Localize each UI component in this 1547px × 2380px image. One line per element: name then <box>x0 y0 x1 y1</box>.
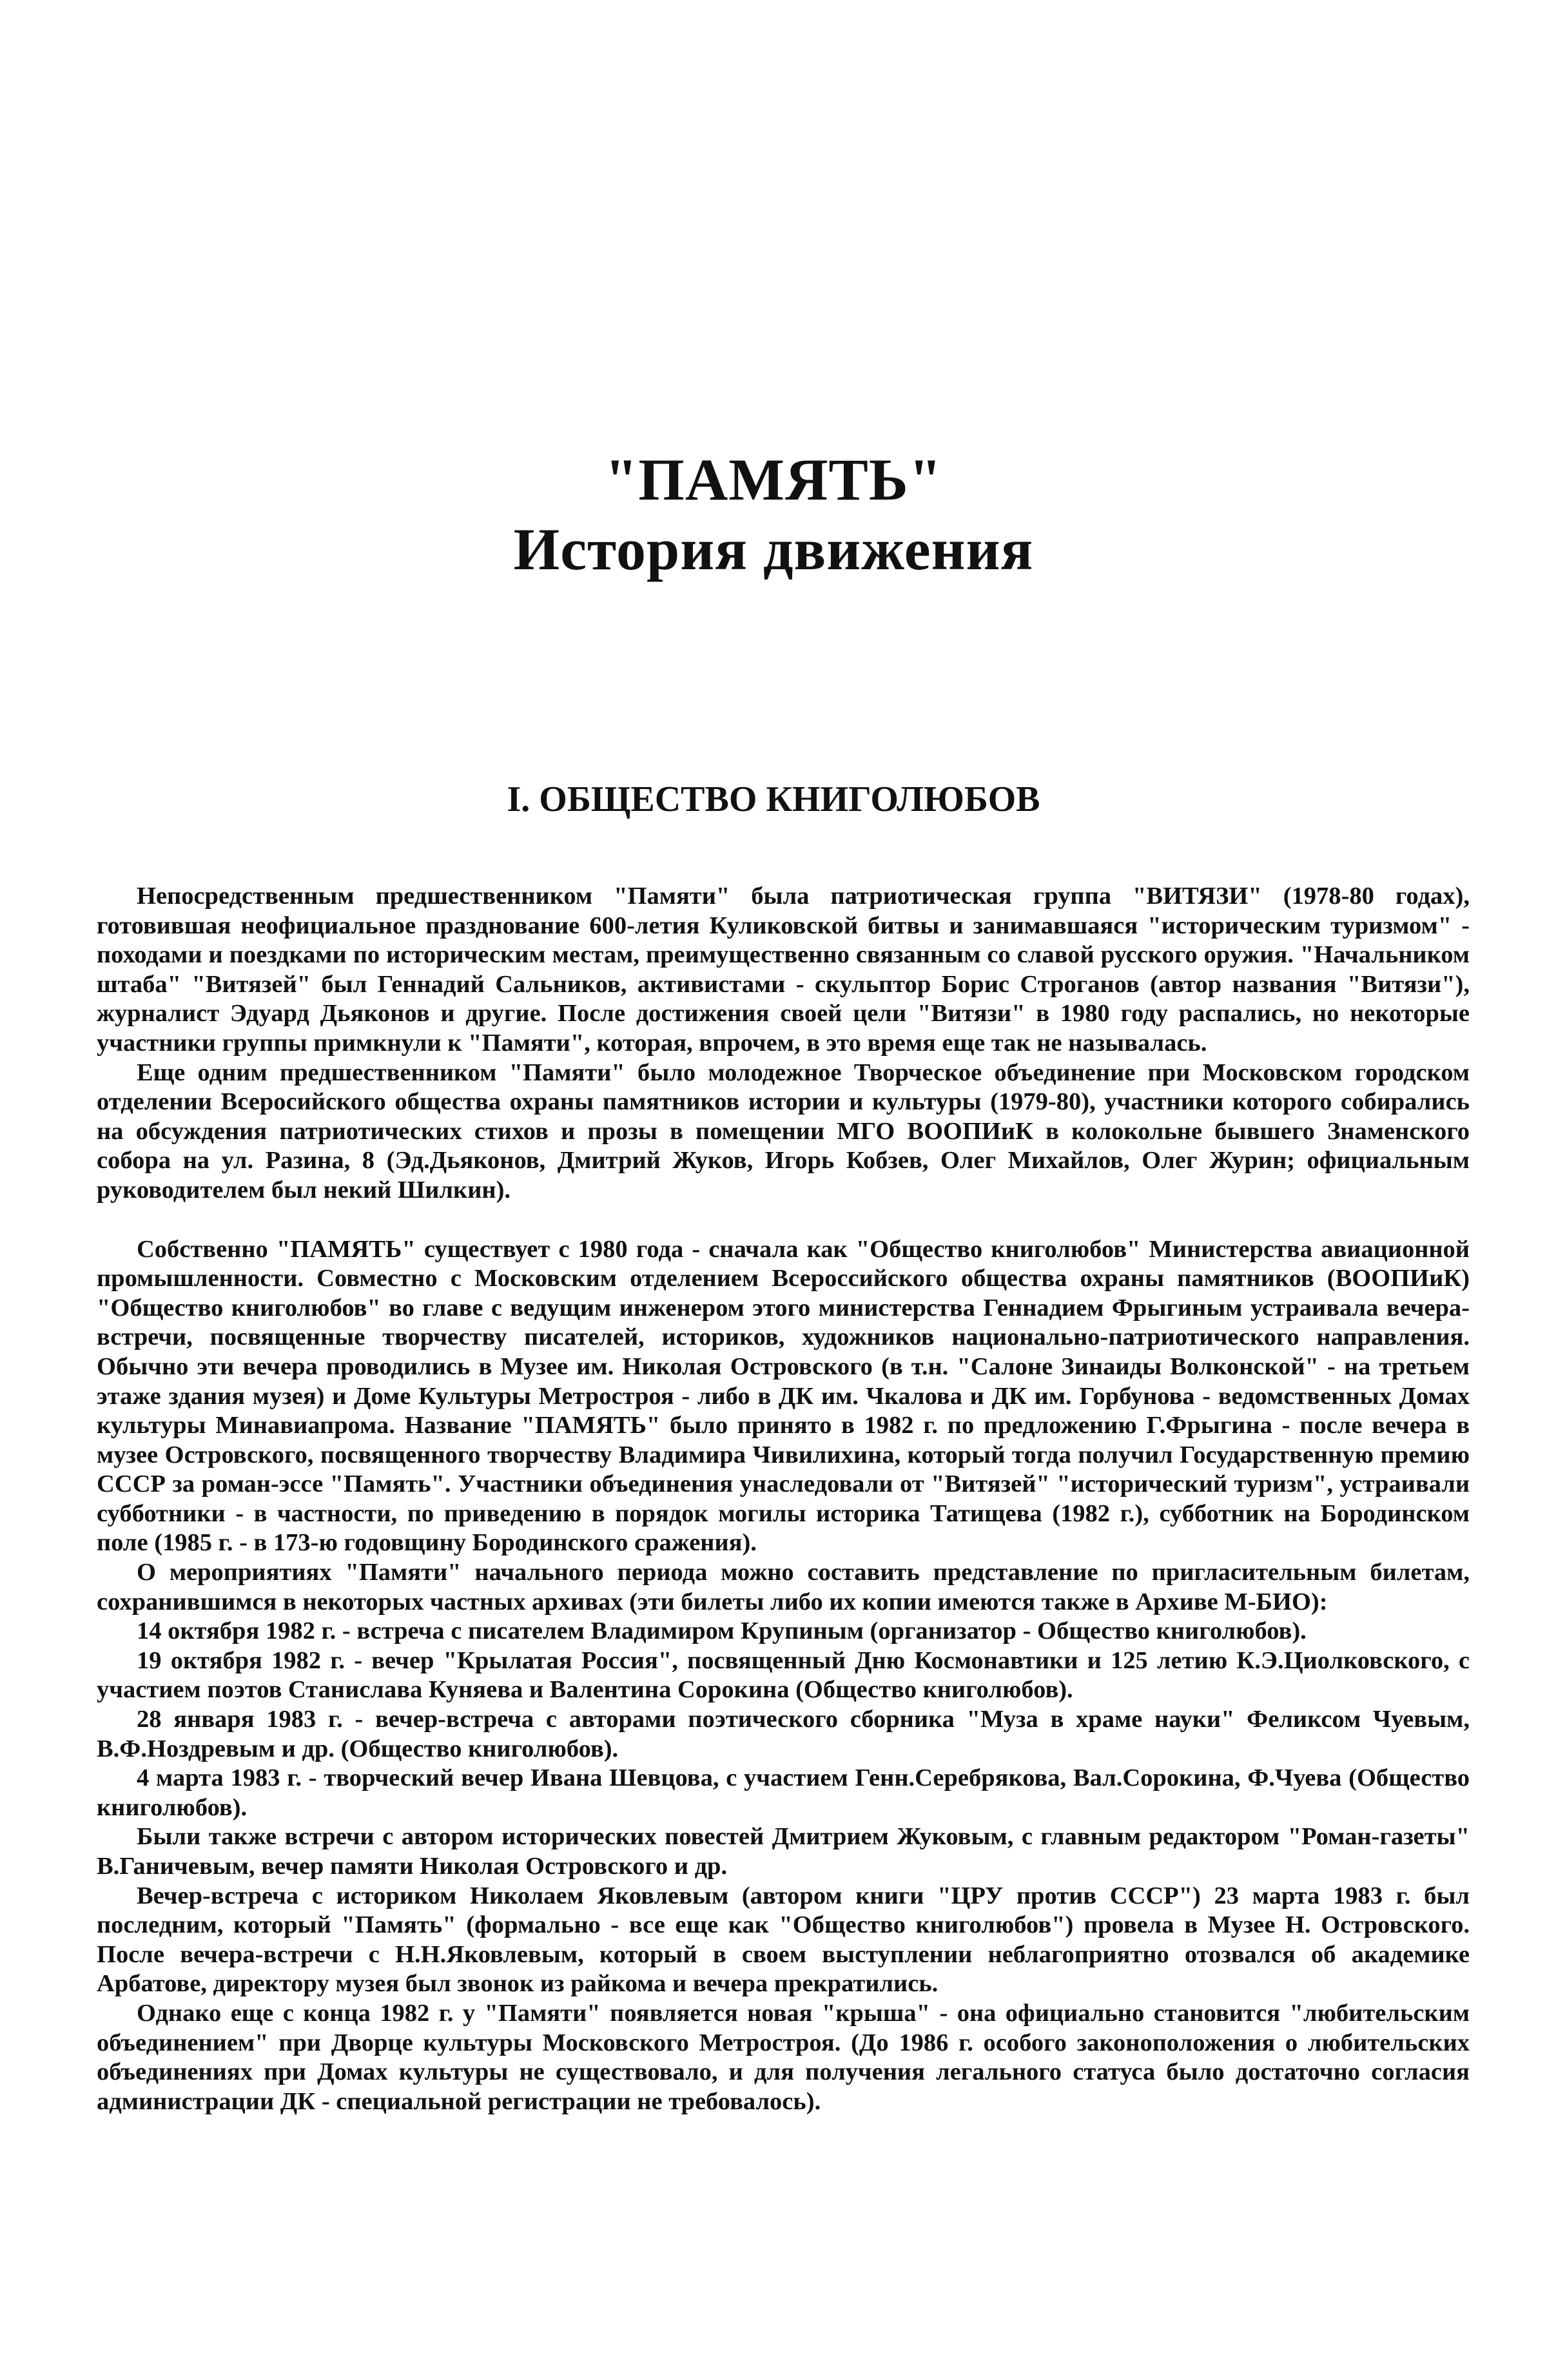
title-line-1: "ПАМЯТЬ" <box>605 447 942 512</box>
body-text <box>97 882 1470 2116</box>
paragraph: Вечер-встреча с историком Николаем Яковлевым (автором книги "ЦРУ против СССР") 23 марта 1983 г. был последним, который "Память" (формально - все еще как "Общество книголюбов") провела в Музее Н. Островского. После вечера-встречи с Н.Н.Яковлевым, который в своем выступлении неблагоприятно отозвался об академике Арбатове, директору музея был звонок из райкома и вечера прекратились. <box>97 1882 1470 1998</box>
section-heading: I. ОБЩЕСТВО КНИГОЛЮБОВ <box>507 779 1040 819</box>
title-line-2: История движения <box>513 516 1034 582</box>
paragraph: 14 октября 1982 г. - встреча с писателем Владимиром Крупиным (организатор - Общество книголюбов). <box>137 1617 1307 1645</box>
paragraph: 19 октября 1982 г. - вечер "Крылатая Россия", посвященный Дню Космонавтики и 125 летию К.Э.Циолковского, с участием поэтов Станислава Куняева и Валентина Сорокина (Общество книголюбов). <box>97 1646 1470 1704</box>
paragraph: 28 января 1983 г. - вечер-встреча с авторами поэтического сборника "Муза в храме науки" Феликсом Чуевым, В.Ф.Ноздревым и др. (Общество книголюбов). <box>97 1706 1470 1762</box>
document-title <box>0 445 1547 584</box>
paragraph: Еще одним предшественником "Памяти" было молодежное Творческое объединение при Московском городском отделении Всеросийского общества охраны памятников истории и культуры (1979-80), участники которого собирались на обсуждения патриотических стихов и прозы в помещении МГО ВООПИиК в колокольне бывшего Знаменского собора на ул. Разина, 8 (Эд.Дьяконов, Дмитрий Жуков, Игорь Кобзев, Олег Михайлов, Олег Журин; официальным руководителем был некий Шилкин). <box>97 1058 1470 1204</box>
paragraph: Непосредственным предшественником "Памяти" была патриотическая группа "ВИТЯЗИ" (1978-80 годах), готовившая неофициальное празднование 600-летия Куликовской битвы и занимавшаяся "историческим туризмом" - походами и поездками по историческим местам, преимущественно связанным со славой русского оружия. "Начальником штаба" "Витязей" был Геннадий Сальников, активистами - скульптор Борис Строганов (автор названия "Витязи"), журналист Эдуард Дьяконов и другие. После достижения своей цели "Витязи" в 1980 году распались, но некоторые участники группы примкнули к "Памяти", которая, впрочем, в это время еще так не называлась. <box>97 883 1470 1057</box>
paragraph: Были также встречи с автором исторических повестей Дмитрием Жуковым, с главным редактором "Роман-газеты" В.Ганичевым, вечер памяти Николая Островского и др. <box>97 1823 1470 1880</box>
paragraph: 4 марта 1983 г. - творческий вечер Ивана Шевцова, с участием Генн.Серебрякова, Вал.Сорокина, Ф.Чуева (Общество книголюбов). <box>97 1764 1470 1821</box>
paragraph: Собственно "ПАМЯТЬ" существует с 1980 года - сначала как "Общество книголюбов" Министерства авиационной промышленности. Совместно с Московским отделением Всероссийского общества охраны памятников (ВООПИиК) "Общество книголюбов" во главе с ведущим инженером этого министерства Геннадием Фрыгиным устраивала вечера-встречи, посвященные творчеству писателей, историков, художников национально-патриотического направления. Обычно эти вечера проводились в Музее им. Николая Островского (в т.н. "Салоне Зинаиды Волконской" - на третьем этаже здания музея) и Доме Культуры Метростроя - либо в ДК им. Чкалова и ДК им. Горбунова - ведомственных Домах культуры Минавиапрома. Название "ПАМЯТЬ" было принято в 1982 г. по предложению Г.Фрыгина - после вечера в музее Островского, посвященного творчеству Владимира Чивилихина, который тогда получил Государственную премию СССР за роман-эссе "Память". Участники объединения унаследовали от "Витязей" "исторический туризм", устраивали субботники - в частности, по приведению в порядок могилы историка Татищева (1982 г.), субботник на Бородинском поле (1985 г. - в 173-ю годовщину Бородинского сражения). <box>97 1235 1470 1557</box>
paragraph: О мероприятиях "Памяти" начального периода можно составить представление по пригласительным билетам, сохранившимся в некоторых частных архивах (эти билеты либо их копии имеются также в Архиве М-БИО): <box>97 1559 1470 1615</box>
paragraph: Однако еще с конца 1982 г. у "Памяти" появляется новая "крыша" - она официально становится "любительским объединением" при Дворце культуры Московского Метростроя. (До 1986 г. особого законоположения о любительских объединениях при Домах культуры не существовало, и для получения легального статуса было достаточно согласия администрации ДК - специальной регистрации не требовалось). <box>97 1999 1470 2115</box>
